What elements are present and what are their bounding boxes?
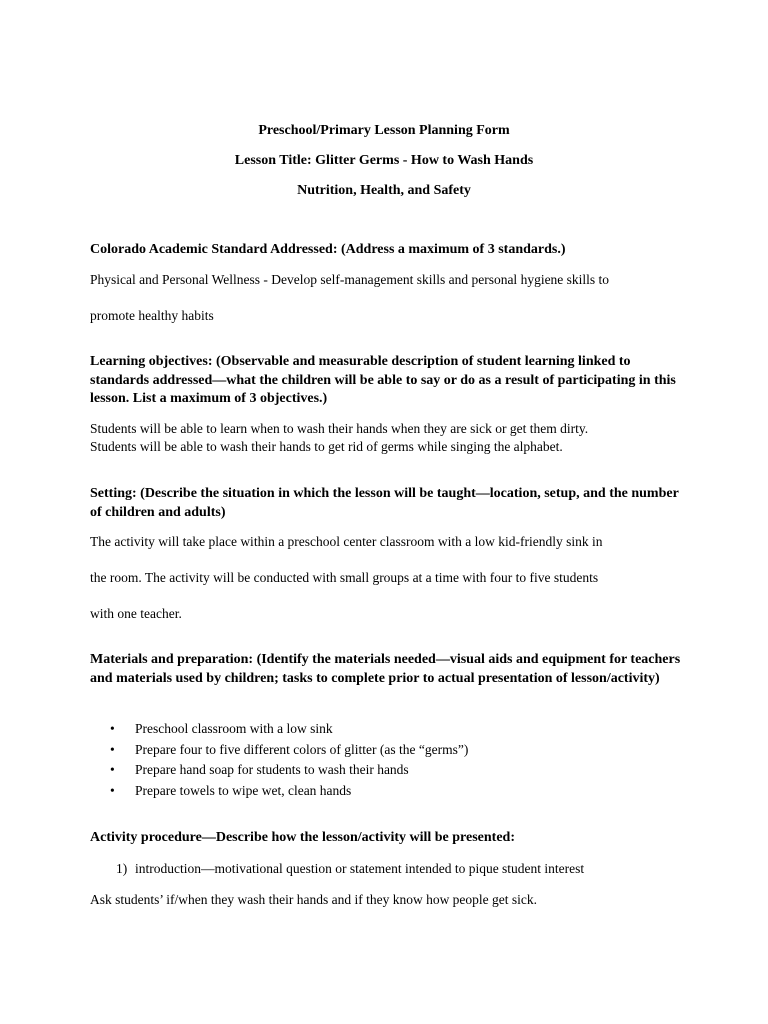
procedure-heading-text: Activity procedure—Describe how the lesson/activity will be presented: bbox=[90, 830, 516, 845]
objectives-heading bbox=[90, 353, 690, 409]
procedure-step-1 bbox=[116, 860, 584, 878]
setting-heading bbox=[90, 485, 690, 522]
standard-line-2: promote healthy habits bbox=[90, 308, 214, 323]
objective-line-2: Students will be able to wash their hands to get rid of germs while singing the alphabet. bbox=[90, 439, 563, 454]
standard-heading bbox=[90, 241, 690, 260]
list-item: • Preschool classroom with a low sink bbox=[110, 719, 670, 740]
standard-heading-text: Colorado Academic Standard Addressed: (Address a maximum of 3 standards.) bbox=[90, 242, 566, 257]
materials-list bbox=[110, 719, 670, 801]
list-item: • Prepare hand soap for students to wash their hands bbox=[110, 760, 670, 781]
lesson-title: Lesson Title: Glitter Germs - How to Wash Hands bbox=[234, 153, 534, 168]
objectives-heading-text: Learning objectives: (Observable and measurable description of student learning linked to standards addressed—what the children will be able to say or do as a result of participating in this lesson. List a maximum of 3 objectives.) bbox=[90, 354, 676, 406]
list-item: • Prepare four to five different colors of glitter (as the “germs”) bbox=[110, 740, 670, 761]
list-item: • Prepare towels to wipe wet, clean hands bbox=[110, 781, 670, 802]
procedure-heading bbox=[90, 829, 690, 848]
setting-line-2: the room. The activity will be conducted with small groups at a time with four to five students bbox=[90, 570, 599, 585]
form-title: Preschool/Primary Lesson Planning Form bbox=[258, 123, 510, 138]
materials-heading bbox=[90, 651, 690, 688]
procedure-text: Ask students’ if/when they wash their hands and if they know how people get sick. bbox=[90, 892, 538, 907]
step-number: 1) bbox=[116, 861, 128, 876]
subject-heading: Nutrition, Health, and Safety bbox=[297, 183, 471, 198]
setting-line-1: The activity will take place within a preschool center classroom with a low kid-friendly sink in bbox=[90, 534, 603, 549]
materials-heading-text: Materials and preparation: (Identify the materials needed—visual aids and equipment for teachers and materials used by children; tasks to complete prior to actual presentation of lesson/activity) bbox=[90, 652, 681, 686]
setting-line-3: with one teacher. bbox=[90, 606, 182, 621]
standard-line-1: Physical and Personal Wellness - Develop self-management skills and personal hygiene skills to bbox=[90, 272, 610, 287]
step-text: introduction—motivational question or statement intended to pique student interest bbox=[135, 861, 585, 876]
objective-line-1: Students will be able to learn when to wash their hands when they are sick or get them dirty. bbox=[90, 421, 589, 436]
setting-heading-text: Setting: (Describe the situation in which the lesson will be taught—location, setup, and the number of children and adults) bbox=[90, 486, 679, 520]
